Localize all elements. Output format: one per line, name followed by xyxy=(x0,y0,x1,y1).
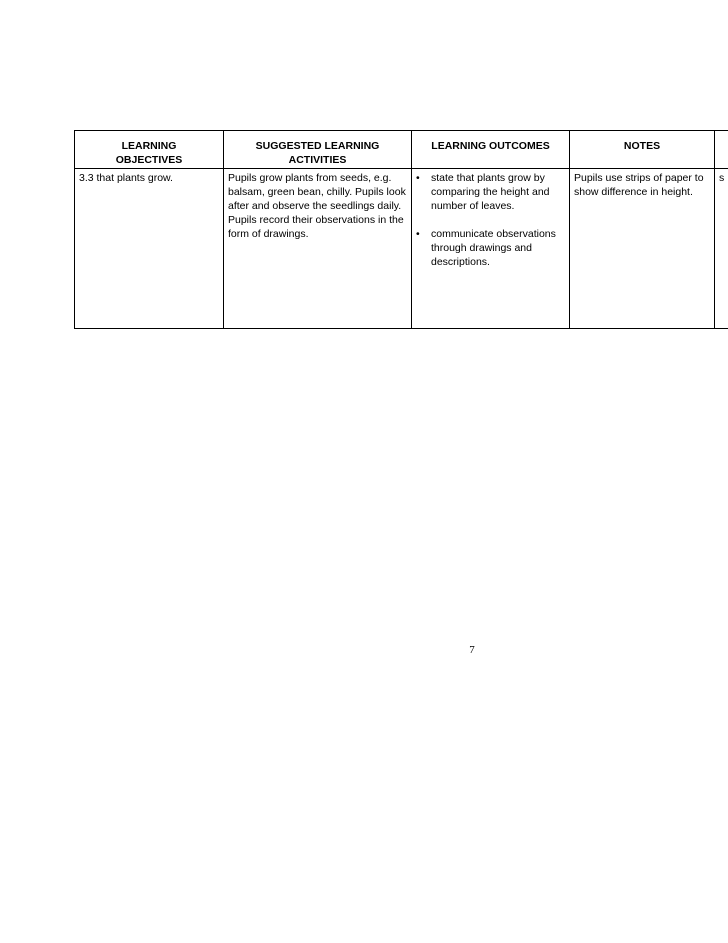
header-suggested-activities xyxy=(224,131,412,169)
cell-suggested-activities: Pupils grow plants from seeds, e.g. balsam, green bean, chilly. Pupils look after and observe the seedlings daily. Pupils record their observations in the form of drawings. xyxy=(224,169,412,329)
cell-learning-outcomes xyxy=(412,169,570,329)
header-learning-objectives-line1: LEARNING xyxy=(121,140,177,152)
header-notes-label: NOTES xyxy=(623,140,661,152)
header-suggested-activities-line1: SUGGESTED LEARNING xyxy=(255,140,380,152)
list-item xyxy=(416,171,565,213)
outcome-text: communicate observations through drawings and descriptions. xyxy=(431,228,556,268)
header-learning-outcomes xyxy=(412,131,570,169)
header-notes xyxy=(570,131,715,169)
header-suggested-activities-line2: ACTIVITIES xyxy=(288,154,347,166)
bullet-icon: • xyxy=(416,228,420,240)
scheme-of-work-table-container xyxy=(74,130,728,329)
table-row xyxy=(75,169,728,329)
cell-notes: Pupils use strips of paper to show difference in height. xyxy=(570,169,715,329)
header-learning-outcomes-label: LEARNING OUTCOMES xyxy=(431,140,550,152)
page-number: 7 xyxy=(469,644,475,656)
cell-learning-objective: 3.3 that plants grow. xyxy=(75,169,224,329)
header-learning-objectives-line2: OBJECTIVES xyxy=(115,154,183,166)
header-extra-column xyxy=(715,131,728,169)
outcome-text: state that plants grow by comparing the height and number of leaves. xyxy=(431,172,550,212)
learning-outcomes-list xyxy=(416,171,565,269)
table-header-row xyxy=(75,131,728,169)
scheme-of-work-table xyxy=(74,130,728,329)
cell-extra-column: s xyxy=(715,169,728,329)
header-learning-objectives xyxy=(75,131,224,169)
bullet-icon: • xyxy=(416,172,420,184)
list-item xyxy=(416,227,565,269)
